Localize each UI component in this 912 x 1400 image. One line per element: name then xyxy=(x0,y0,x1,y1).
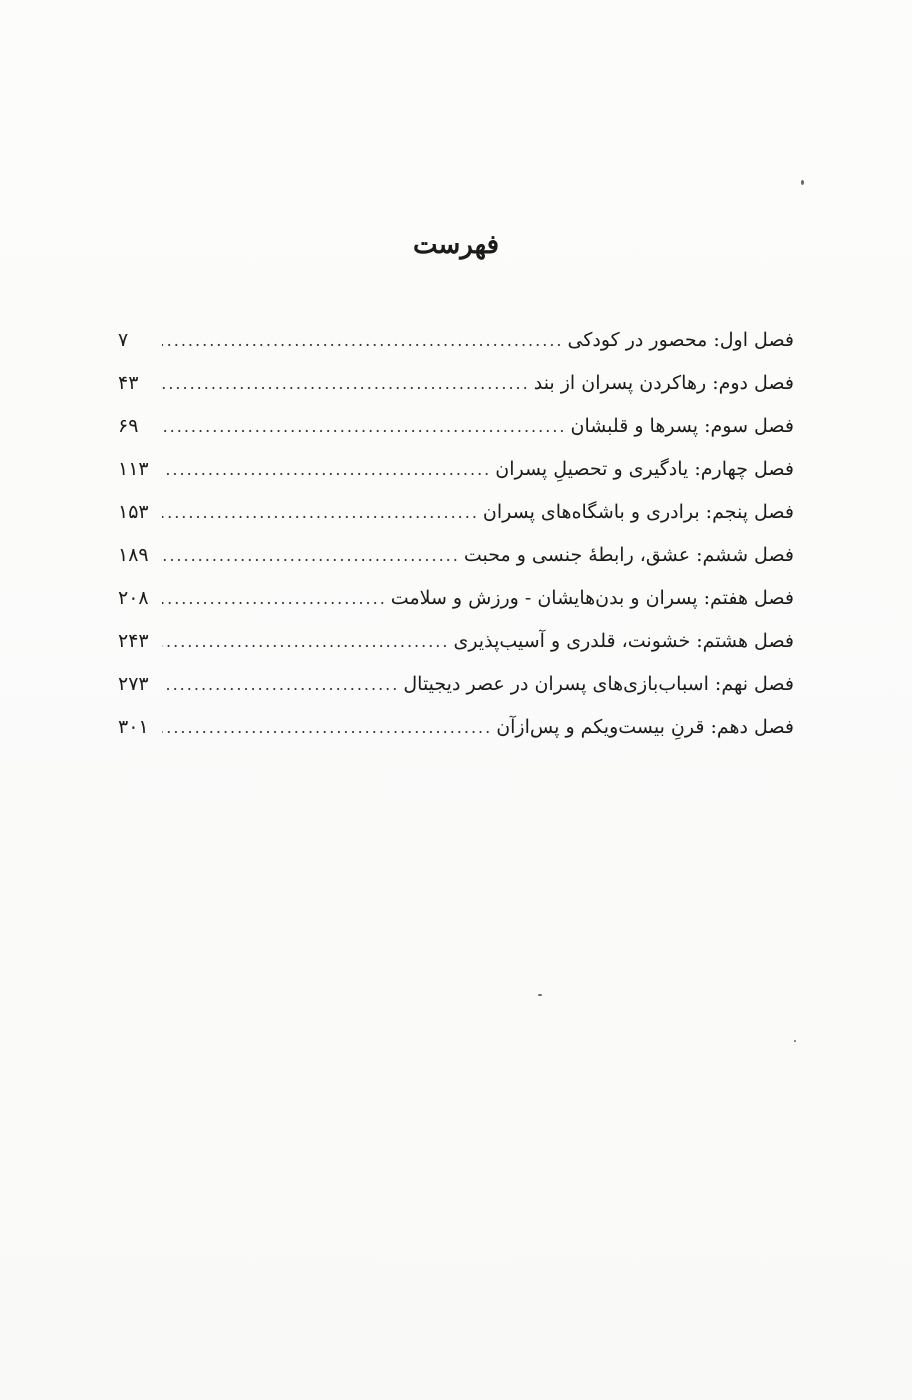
dot-leader xyxy=(162,624,449,660)
toc-entry-label: فصل چهارم: یادگیری و تحصیلِ پسران xyxy=(495,458,794,480)
toc-entry-3 xyxy=(118,408,794,451)
toc-entry-label: فصل پنجم: برادری و باشگاه‌های پسران xyxy=(482,501,794,523)
toc-entry-page: ۱۸۹ xyxy=(118,544,149,566)
toc-entry-5 xyxy=(118,494,794,537)
toc-entry-9 xyxy=(118,666,794,709)
toc-entry-label: فصل هفتم: پسران و بدن‌هایشان - ورزش و سلامت xyxy=(390,587,794,609)
dot-leader xyxy=(162,710,492,746)
toc-entry-label: فصل اول: محصور در کودکی xyxy=(567,329,794,351)
dot-leader xyxy=(162,366,530,402)
toc-entry-page: ۲۷۳ xyxy=(118,673,149,695)
toc-entry-page: ۶۹ xyxy=(118,415,139,437)
toc-entry-label: فصل ششم: عشق، رابطهٔ جنسی و محبت xyxy=(463,544,794,566)
toc-entry-page: ۷ xyxy=(118,329,129,351)
toc-entry-page: ۴۳ xyxy=(118,372,139,394)
toc-entry-7 xyxy=(118,580,794,623)
toc-entry-label: فصل نهم: اسباب‌بازی‌های پسران در عصر دیجیتال xyxy=(403,673,794,695)
dot-leader xyxy=(162,495,479,531)
dot-leader xyxy=(162,323,563,359)
toc-entry-label: فصل دهم: قرنِ بیست‌ویکم و پس‌ازآن xyxy=(496,716,794,738)
print-speck xyxy=(801,180,804,185)
toc-entry-page: ۲۰۸ xyxy=(118,587,149,609)
toc-entry-label: فصل سوم: پسرها و قلبشان xyxy=(570,415,794,437)
toc-entry-page: ۱۵۳ xyxy=(118,501,149,523)
toc-entry-page: ۱۱۳ xyxy=(118,458,149,480)
toc-entry-2 xyxy=(118,365,794,408)
toc-entry-label: فصل دوم: رهاکردن پسران از بند xyxy=(533,372,794,394)
dot-leader xyxy=(162,538,460,574)
page-title: فهرست xyxy=(412,230,500,260)
toc-entry-4 xyxy=(118,451,794,494)
dot-leader xyxy=(162,581,387,617)
print-speck xyxy=(794,1040,796,1042)
toc-entry-page: ۳۰۱ xyxy=(118,716,149,738)
toc-entry-8 xyxy=(118,623,794,666)
dot-leader xyxy=(162,667,399,703)
table-of-contents xyxy=(118,322,794,752)
print-speck xyxy=(538,994,542,996)
toc-entry-1 xyxy=(118,322,794,365)
toc-entry-label: فصل هشتم: خشونت، قلدری و آسیب‌پذیری xyxy=(453,630,794,652)
toc-entry-10 xyxy=(118,709,794,752)
toc-entry-page: ۲۴۳ xyxy=(118,630,149,652)
dot-leader xyxy=(162,409,566,445)
toc-entry-6 xyxy=(118,537,794,580)
dot-leader xyxy=(162,452,491,488)
